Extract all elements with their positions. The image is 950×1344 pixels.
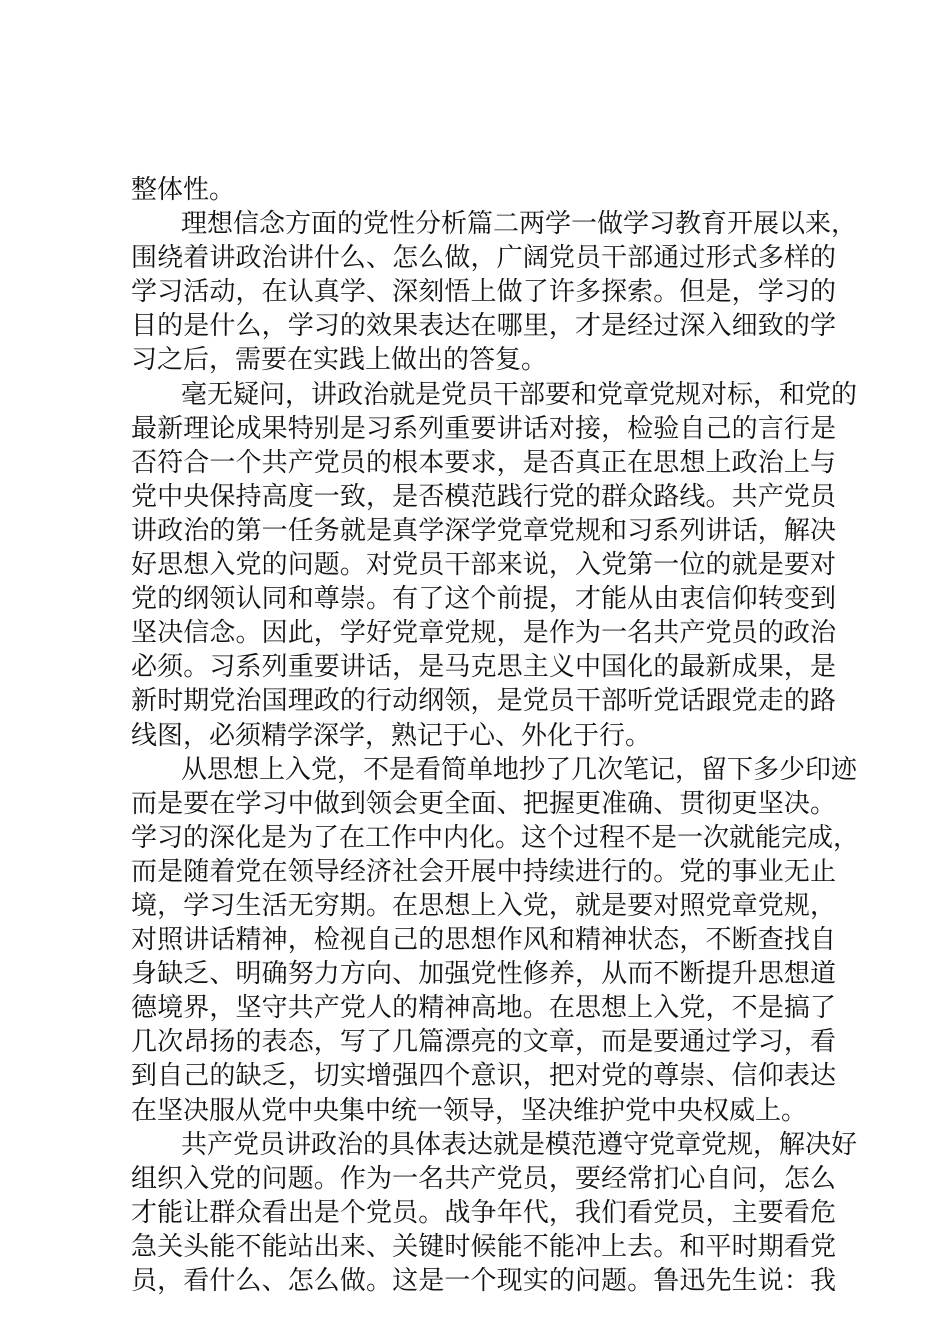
text-line: 好思想入党的问题。对党员干部来说，入党第一位的就是要对 <box>131 550 836 581</box>
text-line: 几次昂扬的表态，写了几篇漂亮的文章，而是要通过学习，看 <box>131 1027 836 1058</box>
text-line: 到自己的缺乏，切实增强四个意识，把对党的尊崇、信仰表达 <box>131 1061 836 1092</box>
body-text <box>131 173 860 1298</box>
text-line: 身缺乏、明确努力方向、加强党性修养，从而不断提升思想道 <box>131 959 836 990</box>
text-line: 党中央保持高度一致，是否模范践行党的群众路线。共产党员 <box>131 481 836 512</box>
text-line: 急关头能不能站出来、关键时候能不能冲上去。和平时期看党 <box>131 1231 836 1262</box>
text-line: 最新理论成果特别是习系列重要讲话对接，检验自己的言行是 <box>131 413 836 444</box>
text-line: 目的是什么，学习的效果表达在哪里，才是经过深入细致的学 <box>131 311 836 342</box>
text-line: 线图，必须精学深学，熟记于心、外化于行。 <box>131 720 652 751</box>
text-line: 围绕着讲政治讲什么、怎么做，广阔党员干部通过形式多样的 <box>131 243 836 274</box>
text-line: 讲政治的第一任务就是真学深学党章党规和习系列讲话，解决 <box>131 515 836 546</box>
text-line: 整体性。 <box>131 175 236 205</box>
text-line: 毫无疑问，讲政治就是党员干部要和党章党规对标，和党的 <box>181 379 858 410</box>
text-line: 才能让群众看出是个党员。战争年代，我们看党员，主要看危 <box>131 1197 836 1228</box>
text-line: 对照讲话精神，检视自己的思想作风和精神状态，不断查找自 <box>131 925 836 956</box>
text-line: 德境界，坚守共产党人的精神高地。在思想上入党，不是搞了 <box>131 993 836 1024</box>
text-line: 学习活动，在认真学、深刻悟上做了许多探索。但是，学习的 <box>131 277 836 308</box>
text-line: 共产党员讲政治的具体表达就是模范遵守党章党规，解决好 <box>181 1129 858 1160</box>
text-line: 习之后，需要在实践上做出的答复。 <box>131 345 548 376</box>
text-line: 必须。习系列重要讲话，是马克思主义中国化的最新成果，是 <box>131 652 836 683</box>
text-line: 学习的深化是为了在工作中内化。这个过程不是一次就能完成， <box>131 822 860 853</box>
text-line: 而是随着党在领导经济社会开展中持续进行的。党的事业无止 <box>131 856 836 887</box>
text-line: 在坚决服从党中央集中统一领导，坚决维护党中央权威上。 <box>131 1095 808 1126</box>
text-line: 理想信念方面的党性分析篇二两学一做学习教育开展以来， <box>181 209 858 240</box>
text-line: 而是要在学习中做到领会更全面、把握更准确、贯彻更坚决。 <box>131 788 836 819</box>
text-line: 从思想上入党，不是看简单地抄了几次笔记，留下多少印迹 <box>181 754 858 785</box>
text-line: 坚决信念。因此，学好党章党规，是作为一名共产党员的政治 <box>131 618 836 649</box>
text-line: 员，看什么、怎么做。这是一个现实的问题。鲁迅先生说：我 <box>131 1266 836 1296</box>
text-line: 境，学习生活无穷期。在思想上入党，就是要对照党章党规， <box>131 890 836 921</box>
text-line: 党的纲领认同和尊崇。有了这个前提，才能从由衷信仰转变到 <box>131 584 836 615</box>
text-line: 否符合一个共产党员的根本要求，是否真正在思想上政治上与 <box>131 447 836 478</box>
text-line: 新时期党治国理政的行动纲领，是党员干部听党话跟党走的路 <box>131 686 836 717</box>
text-line: 组织入党的问题。作为一名共产党员，要经常扪心自问，怎么 <box>131 1163 836 1194</box>
